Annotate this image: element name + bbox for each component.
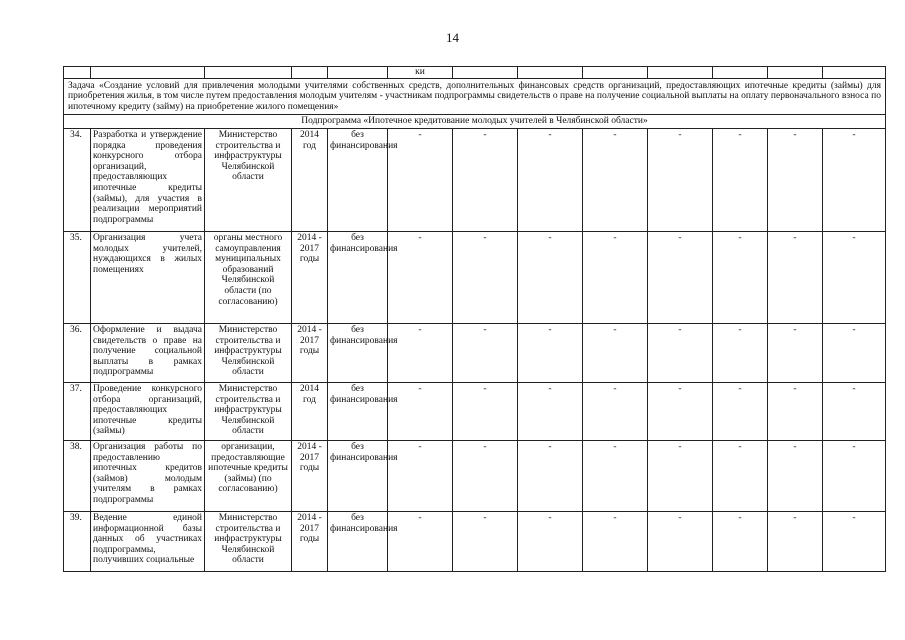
table-row: [64, 382, 886, 440]
subprogram-title: Подпрограмма «Ипотечное кредитование молодых учителей в Челябинской области»: [64, 115, 886, 129]
value-cell: -: [823, 511, 886, 571]
value-cell: -: [823, 323, 886, 382]
value-cell: -: [713, 231, 768, 323]
program-measures-table: [63, 66, 886, 572]
value-cell: -: [453, 128, 518, 231]
value-cell: -: [518, 128, 583, 231]
table-row: [64, 440, 886, 511]
period: 2014 - 2017 годы: [292, 231, 328, 323]
period: 2014 - 2017 годы: [292, 511, 328, 571]
value-cell: -: [388, 128, 453, 231]
value-cell: -: [823, 128, 886, 231]
value-cell: -: [453, 382, 518, 440]
value-cell: -: [648, 323, 713, 382]
value-cell: -: [648, 511, 713, 571]
value-cell: -: [388, 440, 453, 511]
period: 2014 - 2017 годы: [292, 440, 328, 511]
value-cell: -: [713, 382, 768, 440]
value-cell: -: [648, 231, 713, 323]
period: 2014 - 2017 годы: [292, 323, 328, 382]
table-row: [64, 128, 886, 231]
measure-name: Ведение единой информационной базы данных об участниках подпрограммы, получивших социальные: [91, 511, 205, 571]
value-cell: -: [388, 382, 453, 440]
value-cell: -: [583, 231, 648, 323]
executor: организации, предоставляющие ипотечные кредиты (займы) (по согласованию): [205, 440, 292, 511]
value-cell: -: [768, 231, 823, 323]
task-row: [64, 78, 886, 115]
measure-name: Организация учета молодых учителей, нуждающихся в жилых помещениях: [91, 231, 205, 323]
value-cell: -: [768, 128, 823, 231]
measure-name: Проведение конкурсного отбора организаций, предоставляющих ипотечные кредиты (займы): [91, 382, 205, 440]
executor: Министерство строительства и инфраструктуры Челябинской области: [205, 511, 292, 571]
period: 2014 год: [292, 128, 328, 231]
table-row: [64, 323, 886, 382]
executor: Министерство строительства и инфраструктуры Челябинской области: [205, 323, 292, 382]
value-cell: -: [713, 511, 768, 571]
executor: Министерство строительства и инфраструктуры Челябинской области: [205, 128, 292, 231]
executor: органы местного самоуправления муниципальных образований Челябинской области (по согласованию): [205, 231, 292, 323]
value-cell: -: [453, 231, 518, 323]
task-text: Задача «Создание условий для привлечения молодыми учителями собственных средств, дополнительных финансовых средств организаций, предоставляющих ипотечные кредиты (займы) для приобретения жилья, в том числе путем предоставления молодым учителям - участникам подпрограммы свидетельств о праве на получение социальной выплаты на оплату первоначального взноса по ипотечному кредиту (займу) на приобретение жилого помещения»: [64, 78, 886, 115]
value-cell: -: [768, 323, 823, 382]
value-cell: -: [388, 511, 453, 571]
value-cell: -: [648, 128, 713, 231]
value-cell: -: [583, 440, 648, 511]
value-cell: -: [453, 511, 518, 571]
measure-name: Оформление и выдача свидетельств о праве на получение социальной выплаты в рамках подпрограммы: [91, 323, 205, 382]
value-cell: -: [648, 440, 713, 511]
funding-source: без финансирования: [328, 323, 388, 382]
row-number: 37.: [64, 382, 91, 440]
measure-name: Организация работы по предоставлению ипотечных кредитов (займов) молодым учителям в рамках подпрограммы: [91, 440, 205, 511]
page-number: 14: [446, 30, 459, 45]
funding-source: без финансирования: [328, 231, 388, 323]
value-cell: -: [713, 323, 768, 382]
value-cell: -: [823, 231, 886, 323]
row-number: 36.: [64, 323, 91, 382]
row-number: 35.: [64, 231, 91, 323]
value-cell: -: [583, 382, 648, 440]
value-cell: -: [648, 382, 713, 440]
row-number: 39.: [64, 511, 91, 571]
value-cell: -: [768, 440, 823, 511]
value-cell: -: [453, 323, 518, 382]
value-cell: -: [583, 128, 648, 231]
row-number: 38.: [64, 440, 91, 511]
value-cell: -: [713, 128, 768, 231]
measure-name: Разработка и утверждение порядка проведения конкурсного отбора организаций, предоставляющих ипотечные кредиты (займы), для участия в реализации мероприятий подпрограммы: [91, 128, 205, 231]
value-cell: -: [518, 511, 583, 571]
period: 2014 год: [292, 382, 328, 440]
value-cell: -: [453, 440, 518, 511]
value-cell: -: [518, 440, 583, 511]
funding-source: без финансирования: [328, 382, 388, 440]
funding-source: без финансирования: [328, 128, 388, 231]
value-cell: -: [388, 323, 453, 382]
table-row: [64, 511, 886, 571]
value-cell: -: [823, 440, 886, 511]
value-cell: -: [713, 440, 768, 511]
funding-source: без финансирования: [328, 511, 388, 571]
table-row: [64, 231, 886, 323]
value-cell: -: [518, 323, 583, 382]
executor: Министерство строительства и инфраструктуры Челябинской области: [205, 382, 292, 440]
subprogram-row: [64, 115, 886, 129]
value-cell: -: [388, 231, 453, 323]
value-cell: -: [768, 511, 823, 571]
value-cell: -: [583, 511, 648, 571]
value-cell: -: [518, 382, 583, 440]
value-cell: -: [823, 382, 886, 440]
value-cell: -: [768, 382, 823, 440]
continuation-row: [64, 67, 886, 79]
row-number: 34.: [64, 128, 91, 231]
funding-source: без финансирования: [328, 440, 388, 511]
value-cell: -: [518, 231, 583, 323]
value-cell: -: [583, 323, 648, 382]
continuation-text: ки: [388, 67, 453, 79]
